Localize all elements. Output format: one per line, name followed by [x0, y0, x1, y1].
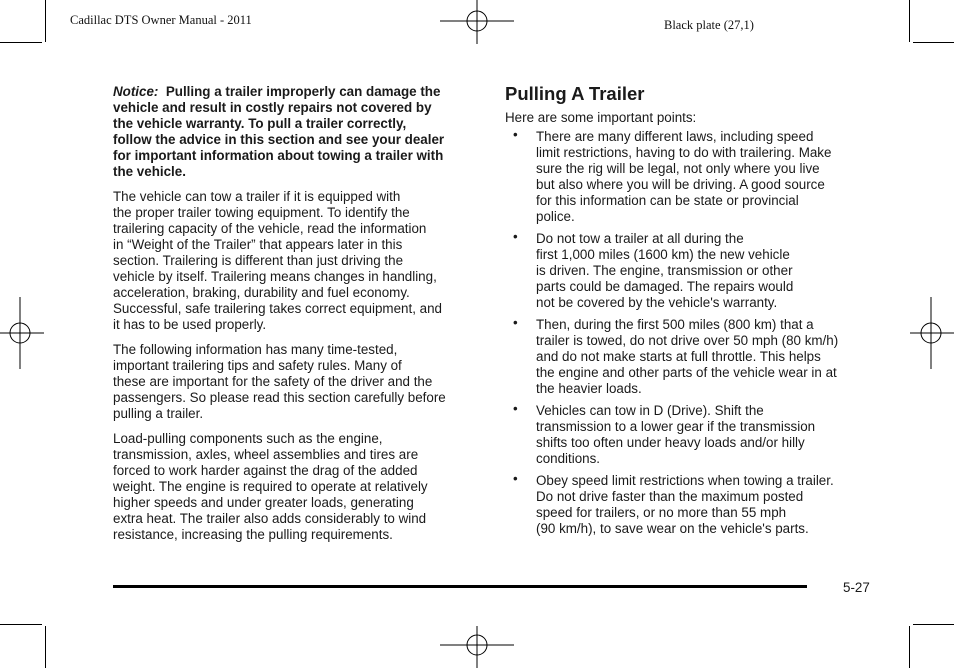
bullet-item: [505, 129, 867, 225]
crop-mark: [913, 624, 954, 625]
text-line: Obey speed limit restrictions when towing a trailer.: [536, 473, 834, 488]
registration-mark-bottom: [440, 624, 514, 668]
text-line: vehicle and result in costly repairs not covered by: [113, 100, 432, 115]
registration-mark-top: [440, 0, 514, 46]
text-line: Successful, safe trailering takes correct equipment, and: [113, 301, 442, 316]
text-line: for important information about towing a trailer with: [113, 148, 444, 163]
text-line: weight. The engine is required to operate at relatively: [113, 479, 428, 494]
bullet-icon: •: [513, 401, 518, 416]
header-manual-title: Cadillac DTS Owner Manual - 2011: [70, 13, 252, 27]
notice-paragraph: [113, 84, 479, 180]
registration-mark-right: [908, 297, 954, 369]
body-paragraph: [113, 189, 479, 333]
footer-rule: [113, 585, 807, 588]
text-line: and do not make starts at full throttle. This helps: [536, 349, 821, 364]
text-line: pulling a trailer.: [113, 406, 204, 421]
text-line: (90 km/h), to save wear on the vehicle's parts.: [536, 521, 809, 536]
text-line: trailering capacity of the vehicle, read the information: [113, 221, 427, 236]
text-line: speed for trailers, or no more than 55 mph: [536, 505, 787, 520]
text-line: first 1,000 miles (1600 km) the new vehicle: [536, 247, 790, 262]
text-line: Do not tow a trailer at all during the: [536, 231, 744, 246]
text-line: trailer is towed, do not drive over 50 mph (80 km/h): [536, 333, 839, 348]
text-line: forced to work harder against the drag of the added: [113, 463, 418, 478]
text-line: police.: [536, 209, 575, 224]
text-line: is driven. The engine, transmission or other: [536, 263, 793, 278]
crop-mark: [909, 626, 910, 668]
text-line: Pulling a trailer improperly can damage the: [165, 84, 441, 99]
text-line: important trailering tips and safety rules. Many of: [113, 358, 402, 373]
bullet-item: [505, 403, 867, 467]
text-line: the engine and other parts of the vehicle wear in at: [536, 365, 837, 380]
bullet-icon: •: [513, 127, 518, 142]
intro-text: Here are some important points:: [505, 110, 697, 125]
text-line: shifts too often under heavy loads and/or hilly: [536, 435, 805, 450]
header-plate-info: Black plate (27,1): [664, 18, 754, 32]
text-line: Load-pulling components such as the engine,: [113, 431, 383, 446]
crop-mark: [0, 42, 42, 43]
text-line: Then, during the first 500 miles (800 km) that a: [536, 317, 814, 332]
text-line: extra heat. The trailer also adds considerably to wind: [113, 511, 427, 526]
text-line: the vehicle.: [113, 164, 186, 179]
text-line: transmission, axles, wheel assemblies and tires are: [113, 447, 419, 462]
text-line: There are many different laws, including speed: [536, 129, 814, 144]
text-line: parts could be damaged. The repairs would: [536, 279, 794, 294]
text-line: limit restrictions, having to do with trailering. Make: [536, 145, 832, 160]
bullet-icon: •: [513, 315, 518, 330]
text-line: but also where you will be driving. A good source: [536, 177, 825, 192]
text-line: the heavier loads.: [536, 381, 642, 396]
text-line: transmission to a lower gear if the transmission: [536, 419, 816, 434]
text-line: the vehicle warranty. To pull a trailer correctly,: [113, 116, 407, 131]
text-line: follow the advice in this section and see your dealer: [113, 132, 445, 147]
text-line: The following information has many time-tested,: [113, 342, 398, 357]
page-number: 5-27: [843, 580, 870, 595]
notice-label: Notice:: [113, 84, 159, 99]
crop-mark: [45, 0, 46, 42]
text-line: these are important for the safety of the driver and the: [113, 374, 433, 389]
bullet-icon: •: [513, 229, 518, 244]
text-line: section. Trailering is different than just driving the: [113, 253, 404, 268]
body-paragraph: [113, 431, 479, 543]
crop-mark: [0, 624, 42, 625]
registration-mark-left: [0, 297, 46, 369]
text-line: higher speeds and under greater loads, generating: [113, 495, 414, 510]
text-line: vehicle by itself. Trailering means changes in handling,: [113, 269, 437, 284]
text-line: not be covered by the vehicle's warranty.: [536, 295, 778, 310]
crop-mark: [45, 626, 46, 668]
text-line: conditions.: [536, 451, 601, 466]
text-line: Do not drive faster than the maximum posted: [536, 489, 804, 504]
text-line: for this information can be state or provincial: [536, 193, 799, 208]
text-line: the proper trailer towing equipment. To identify the: [113, 205, 410, 220]
text-line: sure the rig will be legal, not only where you live: [536, 161, 820, 176]
crop-mark: [909, 0, 910, 42]
text-line: The vehicle can tow a trailer if it is equipped with: [113, 189, 401, 204]
bullet-item: [505, 473, 867, 537]
text-line: it has to be used properly.: [113, 317, 267, 332]
right-column: [505, 84, 867, 543]
text-line: acceleration, braking, durability and fuel economy.: [113, 285, 410, 300]
section-title: Pulling A Trailer: [505, 83, 645, 104]
text-line: resistance, increasing the pulling requirements.: [113, 527, 393, 542]
text-line: Vehicles can tow in D (Drive). Shift the: [536, 403, 764, 418]
text-line: in “Weight of the Trailer” that appears later in this: [113, 237, 403, 252]
bullet-icon: •: [513, 471, 518, 486]
bullet-item: [505, 317, 867, 397]
text-line: passengers. So please read this section carefully before: [113, 390, 446, 405]
body-paragraph: [113, 342, 479, 422]
crop-mark: [913, 42, 954, 43]
bullet-item: [505, 231, 867, 311]
left-column: [113, 84, 479, 552]
